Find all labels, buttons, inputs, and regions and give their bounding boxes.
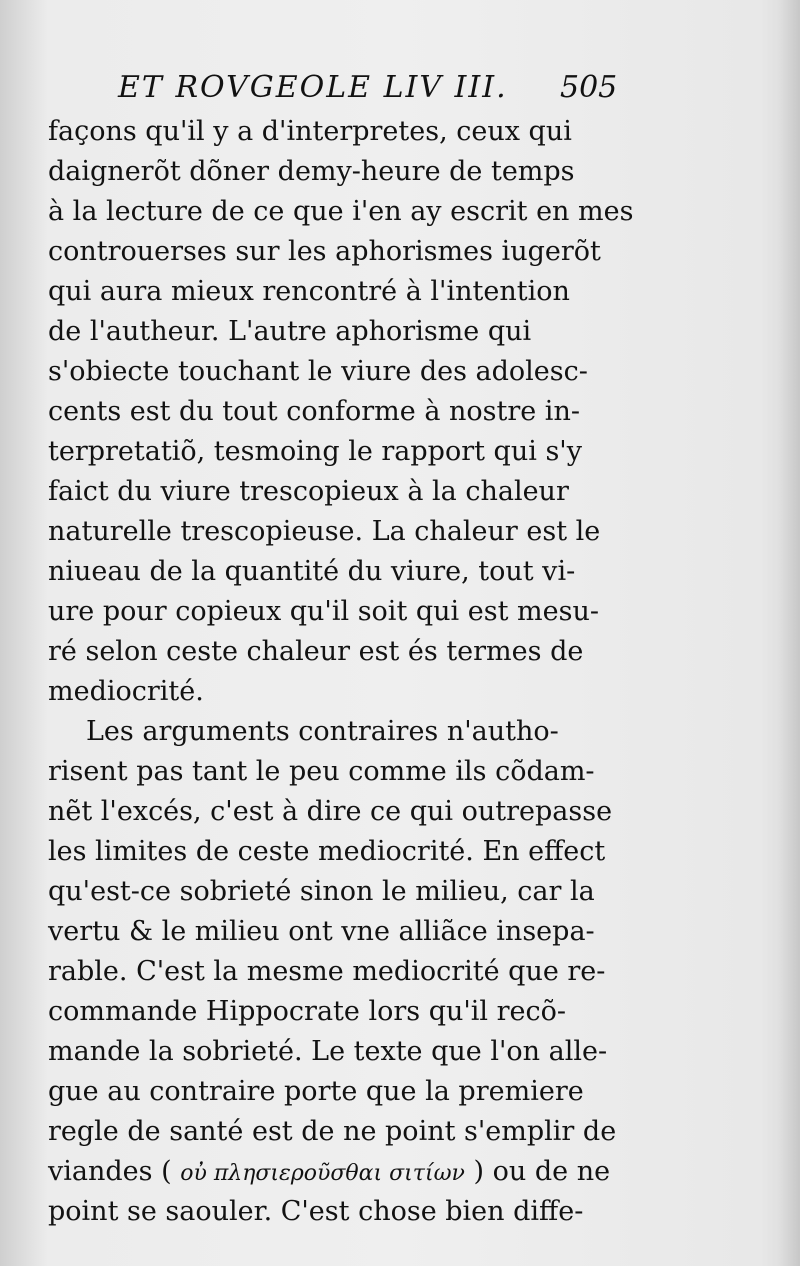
text-line: rable. C'est la mesme mediocrité que re- xyxy=(48,956,606,987)
text-line: mediocrité. xyxy=(48,676,204,707)
text-line: faict du viure trescopieux à la chaleur xyxy=(48,476,569,507)
greek-phrase: οὐ πλησιεροῦσθαι σιτίων xyxy=(180,1161,465,1186)
text-line-greek xyxy=(48,1152,618,1192)
text-line: qui aura mieux rencontré à l'intention xyxy=(48,276,570,307)
text-line: naturelle trescopieuse. La chaleur est le xyxy=(48,516,601,547)
text-line: point se saouler. C'est chose bien diffe- xyxy=(48,1196,584,1227)
text-line: mande la sobrieté. Le texte que l'on alle- xyxy=(48,1036,608,1067)
text-line: façons qu'il y a d'interpretes, ceux qui xyxy=(48,116,572,147)
text-line: les limites de ceste mediocrité. En effect xyxy=(48,836,606,867)
text-line: controuerses sur les aphorismes iugerõt xyxy=(48,236,601,267)
text-line: ure pour copieux qu'il soit qui est mesu- xyxy=(48,596,599,627)
text-line: vertu & le milieu ont vne alliãce insepa- xyxy=(48,916,595,947)
text-line: niueau de la quantité du viure, tout vi- xyxy=(48,556,576,587)
page-number: 505 xyxy=(560,70,618,105)
text-line: cents est du tout conforme à nostre in- xyxy=(48,396,580,427)
text-line: qu'est-ce sobrieté sinon le milieu, car la xyxy=(48,876,595,907)
line-start: viandes ( xyxy=(48,1156,172,1187)
text-line: risent pas tant le peu comme ils cõdam- xyxy=(48,756,595,787)
text-line: commande Hippocrate lors qu'il recõ- xyxy=(48,996,567,1027)
text-line: ré selon ceste chaleur est és termes de xyxy=(48,636,584,667)
text-line: de l'autheur. L'autre aphorisme qui xyxy=(48,316,532,347)
paragraph-start-line: Les arguments contraires n'autho- xyxy=(86,716,559,747)
text-line: à la lecture de ce que i'en ay escrit en mes xyxy=(48,196,634,227)
text-line: nẽt l'excés, c'est à dire ce qui outrepasse xyxy=(48,796,613,827)
text-line: terpretatiõ, tesmoing le rapport qui s'y xyxy=(48,436,582,467)
line-end: ) ou de ne xyxy=(473,1156,611,1187)
text-line: s'obiecte touchant le viure des adolesc- xyxy=(48,356,588,387)
text-line: regle de santé est de ne point s'emplir de xyxy=(48,1116,617,1147)
page-edge-shadow xyxy=(778,0,800,1266)
text-block xyxy=(48,112,634,1232)
text-line: daignerõt dõner demy-heure de temps xyxy=(48,156,575,187)
text-line: gue au contraire porte que la premiere xyxy=(48,1076,584,1107)
running-title: ET ROVGEOLE LIV III. xyxy=(118,70,508,105)
